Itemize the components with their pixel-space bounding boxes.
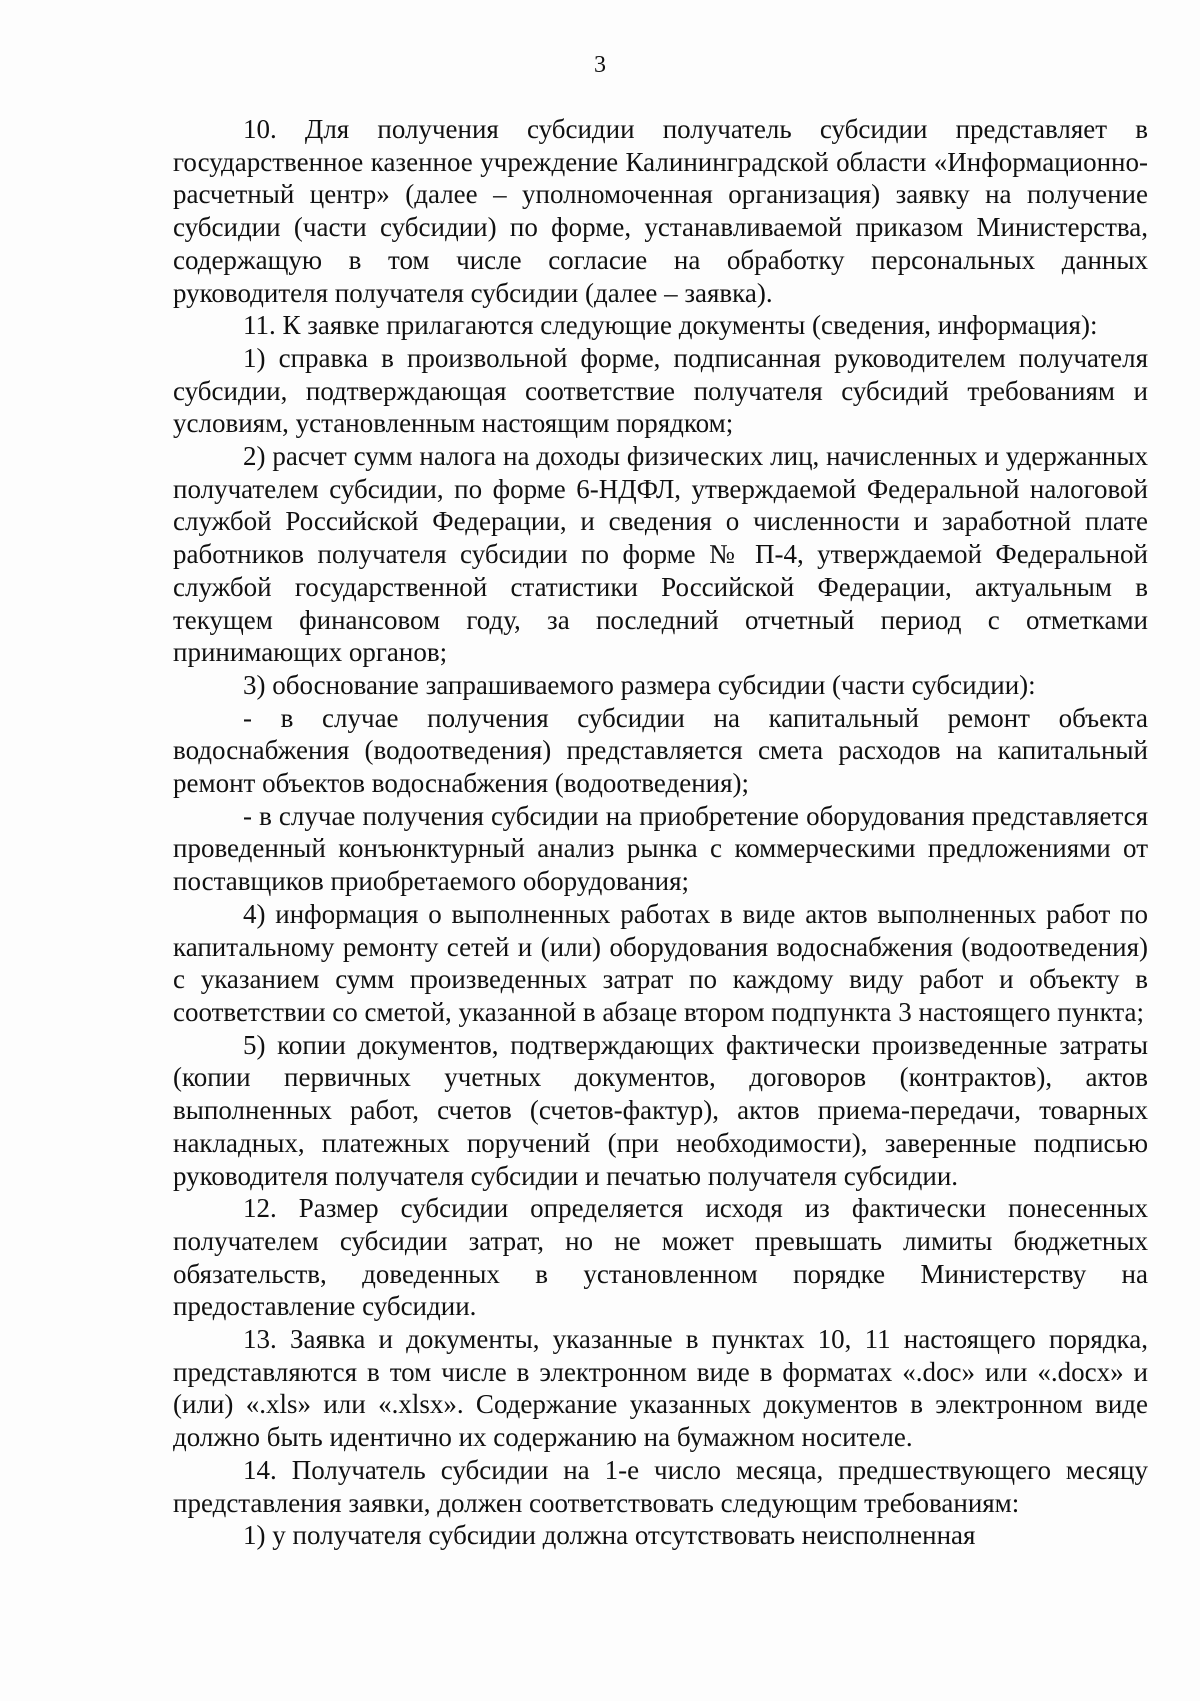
document-body [173, 113, 1148, 1552]
paragraph-10: 10. Для получения субсидии получатель субсидии представляет в государственное казенное учреждение Калининградской области «Информационно-расчетный центр» (далее – уполномоченная организация) заявку на получение субсидии (части субсидии) по форме, устанавливаемой приказом Министерства, содержащую в том числе согласие на обработку персональных данных руководителя получателя субсидии (далее – заявка). [173, 114, 1148, 308]
paragraph-11-item-3-dash-2: - в случае получения субсидии на приобретение оборудования представляется проведенный конъюнктурный анализ рынка с коммерческими предложениями от поставщиков приобретаемого оборудования; [173, 800, 1148, 897]
paragraph-12: 12. Размер субсидии определяется исходя из фактически понесенных получателем субсидии затрат, но не может превышать лимиты бюджетных обязательств, доведенных в установленном порядке Министерству на предоставление субсидии. [173, 1193, 1148, 1322]
paragraph-11: 11. К заявке прилагаются следующие документы (сведения, информация): [243, 310, 1098, 341]
paragraph-14-item-1: 1) у получателя субсидии должна отсутствовать неисполненная [243, 1520, 976, 1551]
paragraph-11-item-1: 1) справка в произвольной форме, подписанная руководителем получателя субсидии, подтверждающая соответствие получателя субсидий требованиям и условиям, установленным настоящим порядком; [173, 342, 1148, 439]
paragraph-11-item-5: 5) копии документов, подтверждающих фактически произведенные затраты (копии первичных учетных документов, договоров (контрактов), актов выполненных работ, счетов (счетов-фактур), актов приема-передачи, товарных накладных, платежных поручений (при необходимости), заверенные подписью руководителя получателя субсидии и печатью получателя субсидии. [173, 1029, 1148, 1191]
paragraph-11-item-2: 2) расчет сумм налога на доходы физических лиц, начисленных и удержанных получателем субсидии, по форме 6-НДФЛ, утверждаемой Федеральной налоговой службой Российской Федерации, и сведения о численности и заработной плате работников получателя субсидии по форме № П-4, утверждаемой Федеральной службой государственной статистики Российской Федерации, актуальным в текущем финансовом году, за последний отчетный период с отметками принимающих органов; [173, 441, 1148, 668]
paragraph-13: 13. Заявка и документы, указанные в пунктах 10, 11 настоящего порядка, представляются в том числе в электронном виде в форматах «.doc» или «.docx» и (или) «.xls» или «.xlsx». Содержание указанных документов в электронном виде должно быть идентично их содержанию на бумажном носителе. [173, 1324, 1148, 1453]
paragraph-14: 14. Получатель субсидии на 1-е число месяца, предшествующего месяцу представления заявки, должен соответствовать следующим требованиям: [173, 1454, 1148, 1518]
paragraph-11-item-4: 4) информация о выполненных работах в виде актов выполненных работ по капитальному ремонту сетей и (или) оборудования водоснабжения (водоотведения) с указанием сумм произведенных затрат по каждому виду работ и объекту в соответствии со сметой, указанной в абзаце втором подпункта 3 настоящего пункта; [173, 898, 1148, 1027]
paragraph-11-item-3-dash-1: - в случае получения субсидии на капитальный ремонт объекта водоснабжения (водоотведения) представляется смета расходов на капитальный ремонт объектов водоснабжения (водоотведения); [173, 702, 1148, 799]
paragraph-11-item-3: 3) обоснование запрашиваемого размера субсидии (части субсидии): [243, 669, 1036, 700]
page-number: 3 [594, 52, 606, 78]
